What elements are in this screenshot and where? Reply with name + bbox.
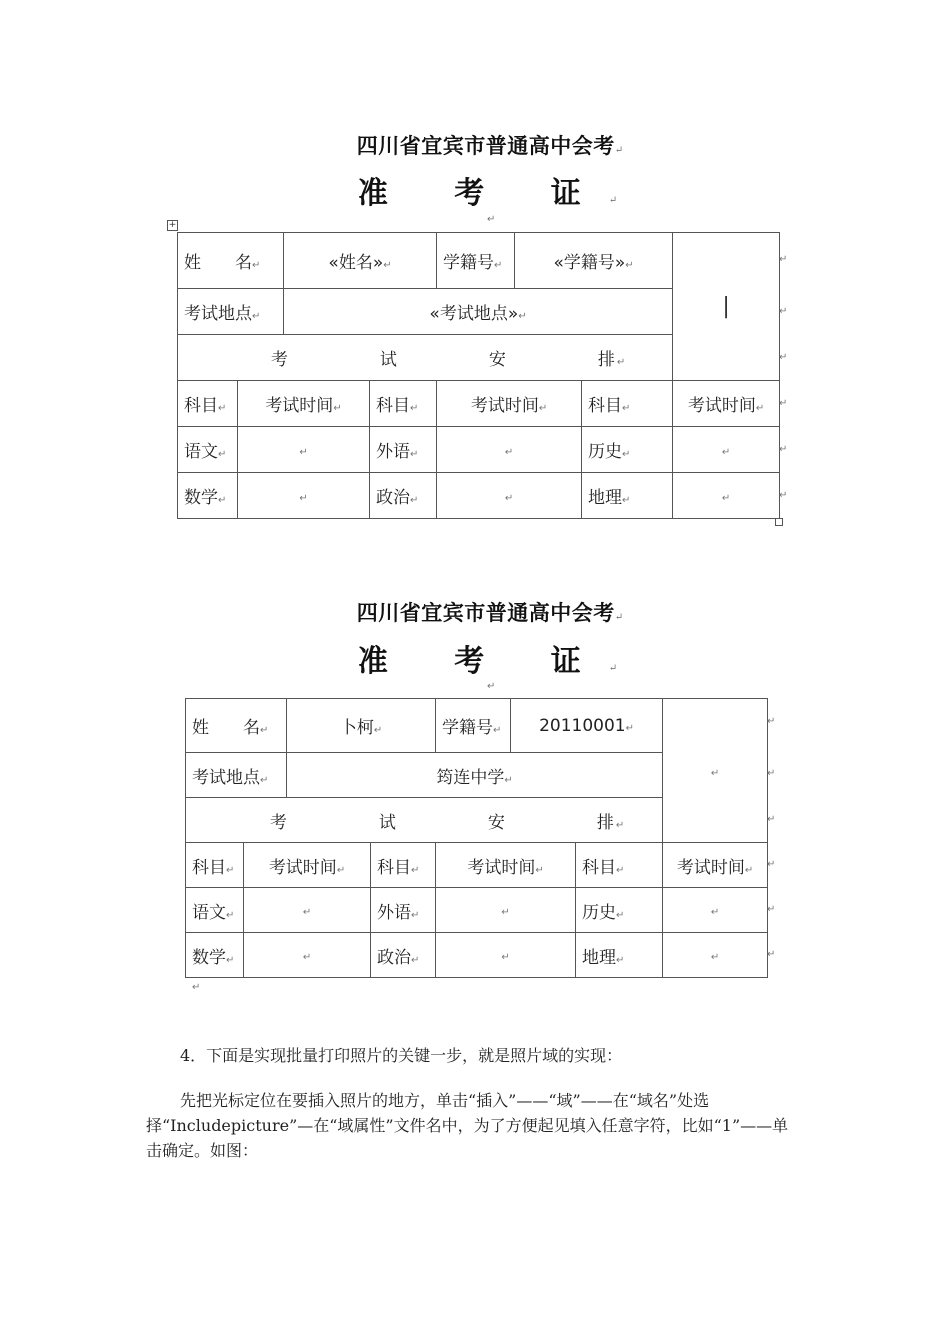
id-label: 学籍号↵ [437,233,515,289]
table-resize-handle-icon[interactable] [775,518,783,526]
row-end-mark: ↵ [779,254,788,265]
location-merge-field[interactable]: «考试地点»↵ [284,289,673,335]
name-label: 姓 名↵ [178,233,284,289]
row-end-mark: ↵ [767,949,776,960]
id-value: 20110001↵ [511,699,663,753]
col-subject-3: 科目↵ [576,843,663,888]
time-cell[interactable]: ↵ [673,473,780,519]
col-time-3: 考试时间↵ [663,843,768,888]
col-time-2: 考试时间↵ [436,843,576,888]
card2-title: 四川省宜宾市普通高中会考↵ [356,600,624,625]
subject-math: 数学↵ [178,473,238,519]
subject-history: 历史↵ [576,888,663,933]
subject-history: 历史↵ [582,427,673,473]
time-cell[interactable]: ↵ [673,427,780,473]
subject-foreign-language: 外语↵ [371,888,436,933]
row-end-mark: ↵ [767,904,776,915]
subject-politics: 政治↵ [370,473,437,519]
location-label: 考试地点↵ [186,753,287,798]
row-end-mark: ↵ [779,306,788,317]
time-cell[interactable]: ↵ [244,933,371,978]
col-subject-3: 科目↵ [582,381,673,427]
id-label: 学籍号↵ [436,699,511,753]
subject-geography: 地理↵ [576,933,663,978]
col-time-1: 考试时间↵ [244,843,371,888]
name-value: 卜柯↵ [287,699,436,753]
location-label: 考试地点↵ [178,289,284,335]
paragraph-mark: ↵ [192,982,201,993]
card1-subtitle: 准 考 证↵ [357,176,618,211]
name-label: 姓 名↵ [186,699,287,753]
instructions-paragraph: 先把光标定位在要插入照片的地方，单击“插入”——“域”——在“域名”处选择“Includepicture”—在“域属性”文件名中，为了方便起见填入任意字符，比如“1”——单击确定。如图： [146,1091,789,1160]
row-end-mark: ↵ [779,490,788,501]
subject-chinese: 语文↵ [178,427,238,473]
exam-card-filled-table [185,698,768,978]
time-cell[interactable]: ↵ [244,888,371,933]
card1-title: 四川省宜宾市普通高中会考↵ [356,133,624,158]
time-cell[interactable]: ↵ [437,427,582,473]
row-end-mark: ↵ [779,444,788,455]
photo-cell[interactable]: | [673,233,780,381]
col-time-1: 考试时间↵ [238,381,370,427]
col-subject-2: 科目↵ [370,381,437,427]
row-end-mark: ↵ [767,768,776,779]
schedule-heading: 考 试 安 排 ↵ [178,335,673,381]
subject-geography: 地理↵ [582,473,673,519]
paragraph-mark: ↵ [487,214,496,225]
card2-subtitle: 准 考 证↵ [357,644,618,679]
col-time-3: 考试时间↵ [673,381,780,427]
row-end-mark: ↵ [779,352,788,363]
col-time-2: 考试时间↵ [437,381,582,427]
time-cell[interactable]: ↵ [663,933,768,978]
step4-paragraph: 4．下面是实现批量打印照片的关键一步，就是照片域的实现： [180,1046,623,1065]
id-merge-field[interactable]: «学籍号»↵ [515,233,673,289]
subject-math: 数学↵ [186,933,244,978]
name-merge-field[interactable]: «姓名»↵ [284,233,437,289]
exam-card-template-table [177,232,780,519]
time-cell[interactable]: ↵ [663,888,768,933]
paragraph-mark: ↵ [487,681,496,692]
col-subject-1: 科目↵ [178,381,238,427]
col-subject-2: 科目↵ [371,843,436,888]
row-end-mark: ↵ [779,398,788,409]
col-subject-1: 科目↵ [186,843,244,888]
row-end-mark: ↵ [767,814,776,825]
photo-cell[interactable]: ↵ [663,699,768,843]
row-end-mark: ↵ [767,716,776,727]
time-cell[interactable]: ↵ [238,473,370,519]
time-cell[interactable]: ↵ [436,888,576,933]
table-move-handle-icon[interactable]: + [168,220,177,230]
time-cell[interactable]: ↵ [238,427,370,473]
time-cell[interactable]: ↵ [437,473,582,519]
schedule-heading: 考 试 安 排 ↵ [186,798,663,843]
time-cell[interactable]: ↵ [436,933,576,978]
subject-foreign-language: 外语↵ [370,427,437,473]
row-end-mark: ↵ [767,859,776,870]
subject-chinese: 语文↵ [186,888,244,933]
subject-politics: 政治↵ [371,933,436,978]
location-value: 筠连中学↵ [287,753,663,798]
